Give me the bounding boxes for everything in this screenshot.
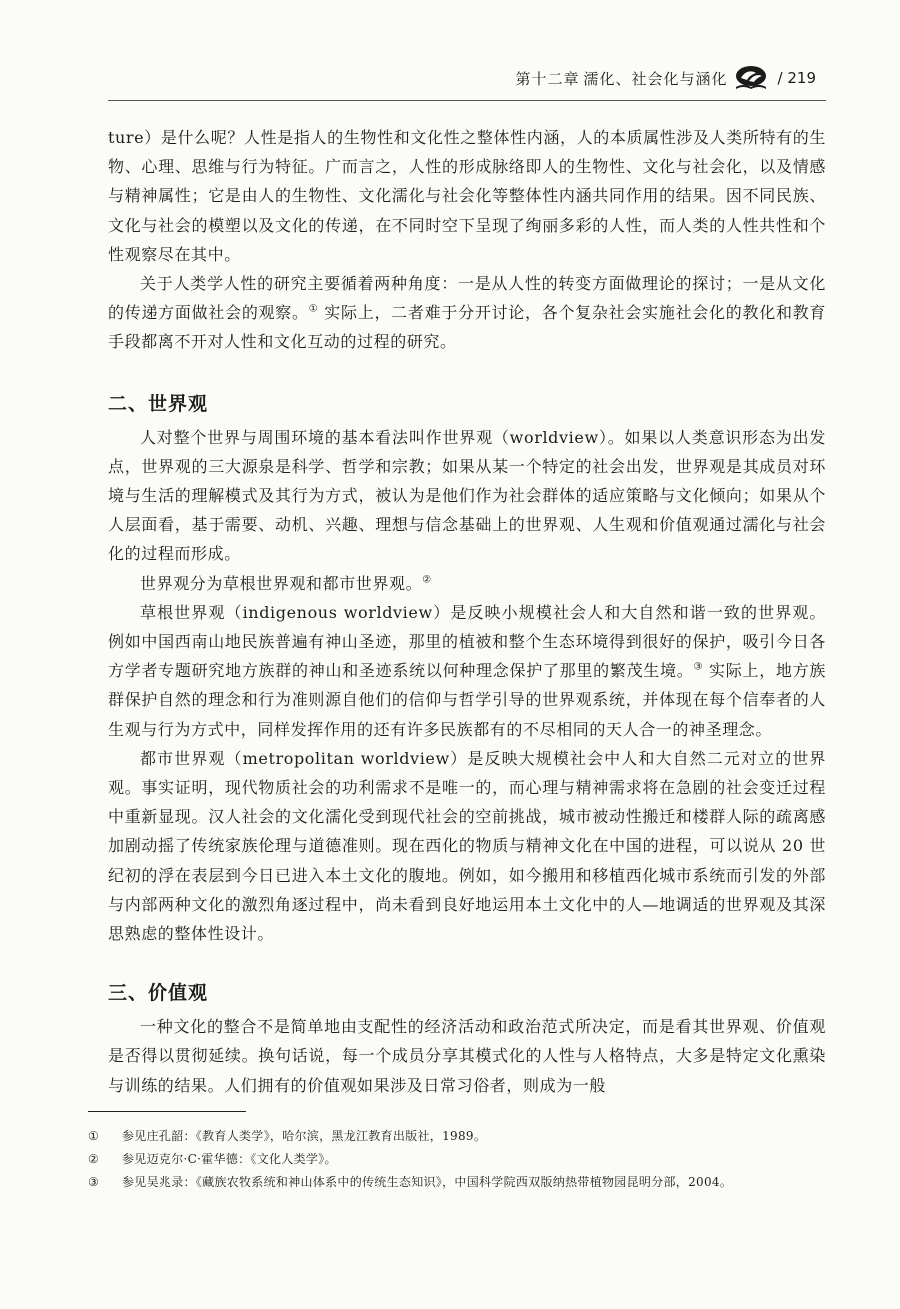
footnote-ref: ② <box>422 574 432 586</box>
footnote-mark: ① <box>88 1129 100 1143</box>
footnote-text: 参见吴兆录：《藏族农牧系统和神山体系中的传统生态知识》，中国科学院西双版纳热带植物园昆明分部，2004。 <box>122 1175 733 1189</box>
paragraph: 一种文化的整合不是简单地由支配性的经济活动和政治范式所决定，而是看其世界观、价值观是否得以贯彻延续。换句话说，每一个成员分享其模式化的人性与人格特点，大多是特定文化熏染与训练的结果。人们拥有的价值观如果涉及日常习俗者，则成为一般 <box>108 1017 826 1095</box>
footnote-mark: ③ <box>88 1175 100 1189</box>
footnote-mark: ② <box>88 1152 100 1166</box>
paragraph <box>108 598 826 744</box>
chapter-number: 第十二章 <box>515 69 580 88</box>
section-heading: 三、价值观 <box>108 982 209 1005</box>
footnotes <box>88 1125 818 1194</box>
paragraph-text: 草根世界观（indigenous worldview）是反映小规模社会人和大自然和谐一致的世界观。例如中国西南山地民族普遍有神山圣迹，那里的植被和整个生态环境得到很好的保护，吸引今日各方学者专题研究地方族群的神山和圣迹系统以何种理念保护了那里的繁茂生境。 <box>108 602 826 681</box>
chapter-title: 濡化、社会化与涵化 <box>583 69 728 88</box>
paragraph <box>108 569 826 598</box>
footnote-rule <box>88 1111 246 1112</box>
header-rule <box>108 100 826 101</box>
paragraph-text: 世界观分为草根世界观和都市世界观。 <box>140 573 423 593</box>
footnote-text: 参见迈克尔·C·霍华德：《文化人类学》。 <box>122 1152 337 1166</box>
book-logo-icon <box>734 65 768 91</box>
paragraph: 人对整个世界与周围环境的基本看法叫作世界观（worldview）。如果以人类意识形态为出发点，世界观的三大源泉是科学、哲学和宗教；如果从某一个特定的社会出发，世界观是其成员对环境与生活的理解模式及其行为方式，被认为是他们作为社会群体的适应策略与文化倾向；如果从个人层面看，基于需要、动机、兴趣、理想与信念基础上的世界观、人生观和价值观通过濡化与社会化的过程而形成。 <box>108 427 826 564</box>
footnote-ref: ③ <box>693 661 704 673</box>
paragraph <box>108 269 826 357</box>
footnote <box>88 1125 818 1148</box>
paragraph-text: 关于人类学人性的研究主要循着两种角度：一是从人性的转变方面做理论的探讨；一是从文化的传递方面做社会的观察。 <box>108 274 826 323</box>
page-number: / 219 <box>777 69 816 87</box>
footnote-text: 参见庄孔韶：《教育人类学》，哈尔滨，黑龙江教育出版社，1989。 <box>122 1129 487 1143</box>
paragraph: 都市世界观（metropolitan worldview）是反映大规模社会中人和大自然二元对立的世界观。事实证明，现代物质社会的功利需求不是唯一的，而心理与精神需求将在急剧的社会变迁过程中重新显现。汉人社会的文化濡化受到现代社会的空前挑战，城市被动性搬迁和楼群人际的疏离感加剧动摇了传统家族伦理与道德准则。现在西化的物质与精神文化在中国的进程，可以说从 20 世纪初的浮在表层到今日已进入本土文化的腹地。例如，如今搬用和移植西化城市系统而引发的外部与内部两种文化的激烈角逐过程中，尚未看到良好地运用本土文化中的人—地调适的世界观及其深思熟虑的整体性设计。 <box>108 748 826 944</box>
section-heading: 二、世界观 <box>108 392 209 415</box>
paragraph-text: 实际上，地方族群保护自然的理念和行为准则源自他们的信仰与哲学引导的世界观系统，并体现在每个信奉者的人生观与行为方式中，同样发挥作用的还有许多民族都有的不尽相同的天人合一的神圣理念。 <box>108 661 826 739</box>
page-body <box>108 123 826 1100</box>
footnote <box>88 1171 818 1194</box>
footnote <box>88 1148 818 1171</box>
running-header <box>470 62 816 94</box>
paragraph: ture）是什么呢？人性是指人的生物性和文化性之整体性内涵，人的本质属性涉及人类所特有的生物、心理、思维与行为特征。广而言之，人性的形成脉络即人的生物性、文化与社会化，以及情感与精神属性；它是由人的生物性、文化濡化与社会化等整体性内涵共同作用的结果。因不同民族、文化与社会的模塑以及文化的传递，在不同时空下呈现了绚丽多彩的人性，而人类的人性共性和个性观察尽在其中。 <box>108 128 826 264</box>
footnote-ref: ① <box>308 303 319 315</box>
paragraph-text: 实际上，二者难于分开讨论，各个复杂社会实施社会化的教化和教育手段都离不开对人性和文化互动的过程的研究。 <box>108 303 826 352</box>
